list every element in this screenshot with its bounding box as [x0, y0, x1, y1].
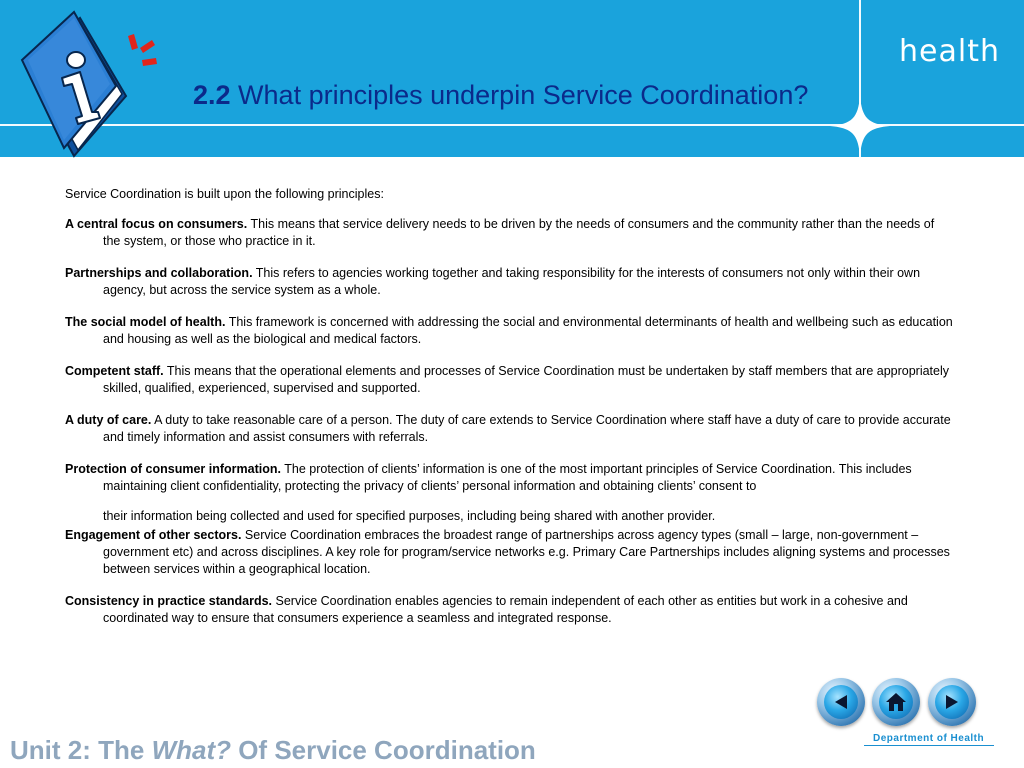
item-term: Protection of consumer information.: [65, 462, 281, 476]
department-label: Department of Health: [873, 733, 985, 744]
item-text: This means that the operational elements and processes of Service Coordination must be undertaken by staff members that are appropriately skilled, qualified, experienced, supervised and supported.: [103, 364, 950, 395]
forward-button[interactable]: [928, 678, 976, 726]
item-term: A central focus on consumers.: [65, 217, 248, 231]
brand-wordmark: health: [899, 34, 1000, 69]
item-text: This framework is concerned with addressing the social and environmental determinants of health and wellbeing such as education and housing as well as the biological and medical factors.: [103, 315, 953, 346]
item-text: This means that service delivery needs to be driven by the needs of consumers and the community rather than the needs of the system, or those who practice in it.: [103, 217, 935, 248]
list-item: [65, 363, 955, 397]
list-item: [65, 265, 955, 299]
home-button-face: [879, 685, 913, 719]
item-text: The protection of clients’ information is one of the most important principles of Service Coordination. This includes maintaining client confidentiality, protecting the privacy of clients’ personal information and obtaining clients’ consent to: [103, 462, 912, 493]
page-title: [193, 80, 808, 111]
title-number: 2.2: [193, 80, 231, 110]
item-text: Service Coordination embraces the broadest range of partnerships across agency types (small – large, non-government – government etc) and across disciplines. A key role for program/service networks e.g. Primary Care Partnerships includes aligning systems and processes between services within a geographical location.: [103, 528, 950, 576]
item-term: Consistency in practice standards.: [65, 594, 273, 608]
triangle-right-icon: [942, 692, 962, 712]
principles-list: [65, 186, 955, 642]
info-book-icon: [18, 8, 158, 160]
item-text: A duty to take reasonable care of a person. The duty of care extends to Service Coordination where staff have a duty of care to provide accurate and timely information and assist consumers with referrals.: [103, 413, 951, 444]
forward-button-face: [935, 685, 969, 719]
unit-title-suffix: Of Service Coordination: [230, 735, 536, 765]
item-text: This refers to agencies working together and taking responsibility for the interests of consumers not only within their own agency, but across the service system as a whole.: [103, 266, 921, 297]
back-button[interactable]: [817, 678, 865, 726]
intro-text: Service Coordination is built upon the following principles:: [65, 187, 384, 201]
list-item: [65, 314, 955, 348]
unit-title-italic: What?: [151, 735, 231, 765]
house-icon: [885, 691, 907, 713]
home-button[interactable]: [872, 678, 920, 726]
list-item: [65, 216, 955, 250]
item-text-continued: their information being collected and used for specified purposes, including being shared with another provider.: [103, 509, 716, 523]
department-underline: [864, 745, 994, 746]
list-item: [65, 593, 955, 627]
item-term: Partnerships and collaboration.: [65, 266, 253, 280]
list-item: [65, 412, 955, 446]
list-item: [65, 461, 955, 525]
item-term: A duty of care.: [65, 413, 152, 427]
unit-title: [10, 735, 536, 766]
triangle-left-icon: [831, 692, 851, 712]
item-term: The social model of health.: [65, 315, 226, 329]
title-text: What principles underpin Service Coordination?: [230, 80, 809, 110]
item-term: Engagement of other sectors.: [65, 528, 242, 542]
item-term: Competent staff.: [65, 364, 164, 378]
back-button-face: [824, 685, 858, 719]
unit-title-prefix: Unit 2: The: [10, 735, 152, 765]
sparkle-icon: [830, 96, 890, 156]
item-text: Service Coordination enables agencies to remain independent of each other as entities but work in a cohesive and coordinated way to ensure that consumers experience a seamless and integrated response.: [103, 594, 908, 625]
list-item: [65, 527, 955, 578]
